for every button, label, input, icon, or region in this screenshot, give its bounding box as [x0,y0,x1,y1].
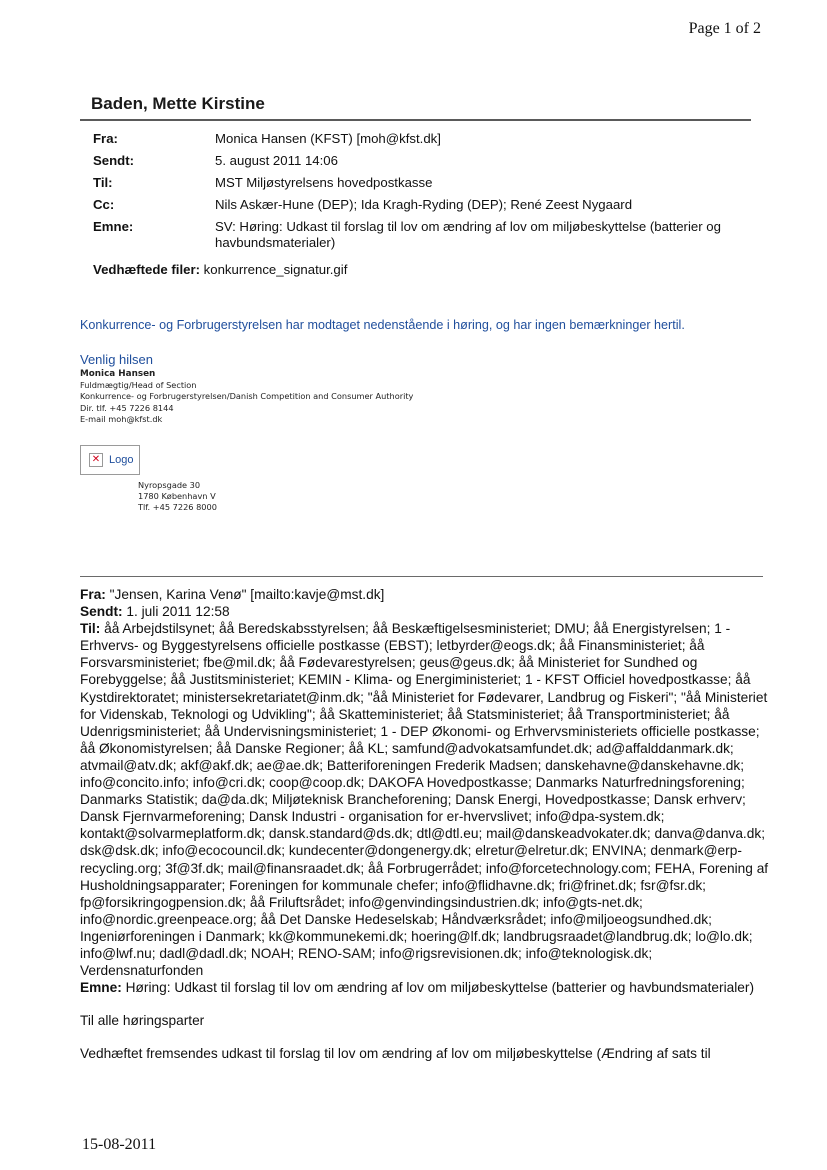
fwd-to-label: Til: [80,621,101,637]
from-label: Fra: [93,131,118,146]
attachment-file[interactable]: konkurrence_signatur.gif [203,262,348,277]
page-number: Page 1 of 2 [688,20,761,37]
email-header-table [93,131,753,251]
broken-logo-image [80,445,140,475]
to-label: Til: [93,175,113,190]
address-city: 1780 København V [138,491,216,502]
address-block [138,480,217,514]
attachments-label: Vedhæftede filer: [93,262,200,277]
attachments-line [93,262,347,277]
signature-block [80,369,413,425]
signature-organization: Konkurrence- og Forbrugerstyrelsen/Danish Competition and Consumer Authority [80,391,414,402]
forward-divider [80,576,763,577]
fwd-subject-value: Høring: Udkast til forslag til lov om ændring af lov om miljøbeskyttelse (batterier og havbundsmaterialer) [125,980,754,996]
fwd-subject-line [80,979,770,996]
signature-title: Fuldmægtig/Head of Section [80,380,197,391]
greeting: Venlig hilsen [80,352,153,367]
mailbox-owner-name: Baden, Mette Kirstine [91,94,265,113]
forwarded-message [80,586,770,1062]
cc-label: Cc: [93,197,115,212]
cc-row [93,197,753,219]
from-row [93,131,753,153]
fwd-sent-value: 1. juli 2011 12:58 [126,604,230,620]
fwd-subject-label: Emne: [80,980,122,996]
footer-date: 15-08-2011 [82,1136,157,1153]
address-street: Nyropsgade 30 [138,480,201,490]
fwd-sent-label: Sendt: [80,604,123,620]
subject-label: Emne: [93,219,134,234]
fwd-to-value: åå Arbejdstilsynet; åå Beredskabsstyrelsen; åå Beskæftigelsesministeriet; DMU; åå Energistyrelsen; 1 - Erhvervs- og Byggestyrelsens officielle postkasse (EBST); letbyrder@eogs.dk; åå Finansministeriet; åå Forsvarsministeriet; fbe@mil.dk; åå Fødevarestyrelsen; geus@geus.dk; åå Ministeriet for Sundhed og Forebyggelse; åå Justitsministeriet; KEMIN - Klima- og Energiministeriet; 1 - KFST Officiel hovedpostkasse; åå Kystdirektoratet; ministersekretariatet@inm.dk; "åå Ministeriet for Fødevarer, Landbrug og Fiskeri"; "åå Ministeriet for Videnskab, Teknologi og Udvikling"; åå Skatteministeriet; åå Statsministeriet; åå Transportministeriet; åå Udenrigsministeriet; åå Undervisningsministeriet; 1 - DEP Økonomi- og Erhvervsministeriets officielle postkasse; åå Økonomistyrelsen; åå Danske Regioner; åå KL; samfund@advokatsamfundet.dk; ad@affalddanmark.dk; atvmail@atv.dk; akf@akf.dk; ae@ae.dk; Batteriforeningen Frederik Madsen; danskehavne@danskehavne.dk; info@concito.info; info@cri.dk; coop@coop.dk; DAKOFA Hovedpostkasse; Danmarks Naturfredningsforening; Danmarks Statistik; da@da.dk; Miljøteknisk Brancheforening; Dansk Energi, Hovedpostkasse; Dansk erhverv; Dansk Fjernvarmeforening; Dansk Industri - organisation for er-hvervslivet; info@dpa-system.dk; kontakt@solvarmeplatform.dk; dansk.standard@ds.dk; dtl@dtl.eu; mail@danskeadvokater.dk; danva@danva.dk; dsk@dsk.dk; info@ecocouncil.dk; kundecenter@dongenergy.dk; elretur@elretur.dk; ENVINA; denmark@erp-recycling.org; 3f@3f.dk; mail@finansraadet.dk; åå Forbrugerrådet; info@forcetechnology.com; FEHA, Forening af Husholdningsapparater; Foreningen for kommunale chefer; info@flidhavne.dk; fri@frinet.dk; fsr@fsr.dk; fp@forsikringogpension.dk; åå Friluftsrådet; info@genvindingsindustrien.dk; info@gts-net.dk; info@nordic.greenpeace.org; åå Det Danske Hedeselskab; Håndværksrådet; info@miljoeogsundhed.dk; Ingeniørforeningen i Danmark; kk@kommunekemi.dk; hoering@lf.dk; landbrugsraadet@landbrug.dk; lo@lo.dk; info@lwf.nu; dadl@dadl.dk; NOAH; RENO-SAM; info@rigsrevisionen.dk; info@teknologisk.dk; Verdensnaturfonden [80,621,769,979]
fwd-from-value: "Jensen, Karina Venø" [mailto:kavje@mst.dk] [109,587,385,602]
header-divider [80,119,751,121]
fwd-sent-line [80,603,770,620]
sent-label: Sendt: [93,153,135,168]
reply-message: Konkurrence- og Forbrugerstyrelsen har modtaget nedenstående i høring, og har ingen bemærkninger hertil. [80,318,685,332]
sent-value: 5. august 2011 14:06 [215,153,338,168]
fwd-to-line [80,620,770,979]
sent-row [93,153,753,175]
fwd-from-line [80,586,770,603]
logo-alt-text: Logo [109,454,134,466]
subject-row [93,219,753,251]
signature-email: E-mail moh@kfst.dk [80,413,163,424]
address-phone: Tlf. +45 7226 8000 [138,502,217,513]
signature-phone: Dir. tlf. +45 7226 8144 [80,402,174,413]
fwd-body: Vedhæftet fremsendes udkast til forslag til lov om ændring af lov om miljøbeskyttelse (Ændring af sats til [80,1046,711,1062]
signature-name: Monica Hansen [80,369,156,379]
fwd-salutation: Til alle høringsparter [80,1013,205,1029]
from-value: Monica Hansen (KFST) [moh@kfst.dk] [215,131,441,146]
cc-value: Nils Askær-Hune (DEP); Ida Kragh-Ryding (DEP); René Zeest Nygaard [215,197,633,212]
to-value: MST Miljøstyrelsens hovedpostkasse [215,175,433,190]
to-row [93,175,753,197]
fwd-from-label: Fra: [80,587,106,602]
subject-value: SV: Høring: Udkast til forslag til lov om ændring af lov om miljøbeskyttelse (batterier og havbundsmaterialer) [215,219,721,250]
broken-image-icon: ✕ [89,453,103,467]
